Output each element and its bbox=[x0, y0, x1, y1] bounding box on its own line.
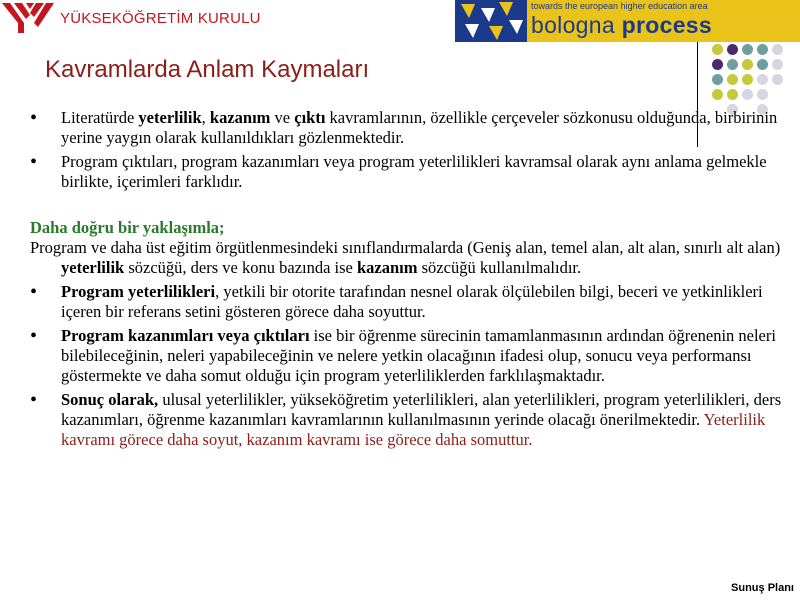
yok-logo-text: YÜKSEKÖĞRETİM KURULU bbox=[60, 9, 261, 27]
decorative-dot bbox=[712, 44, 723, 55]
decorative-dot bbox=[712, 89, 723, 100]
bullet-program-outcomes: • Program kazanımları veya çıktıları ise bir öğrenme sürecinin tamamlanmasının ardından öğrenenin neleri bilebileceğinin, neleri yapabileceğinin ve nelere yetkin olacağının ifadesi olup, sonucu veya performansı göstermekte ve daha somut olduğu için program yeterliliklerden farklılaşmaktadır. bbox=[30, 326, 795, 386]
decorative-dot bbox=[772, 74, 783, 85]
decorative-dot bbox=[727, 59, 738, 70]
decorative-dot bbox=[757, 44, 768, 55]
slide-title: Kavramlarda Anlam Kaymaları bbox=[45, 56, 370, 83]
bologna-stars-icon bbox=[455, 0, 527, 42]
yok-emblem-icon bbox=[0, 1, 58, 35]
approach-heading: Daha doğru bir yaklaşımla; bbox=[30, 218, 225, 237]
decorative-dot bbox=[712, 74, 723, 85]
bullet-program-outputs: • Program çıktıları, program kazanımları veya program yeterlilikleri kavramsal olarak aynı anlama gelmekle birlikte, içerimleri farklıdır. bbox=[30, 152, 795, 192]
decorative-dot bbox=[727, 44, 738, 55]
presentation-plan-link[interactable]: Sunuş Planı bbox=[731, 582, 794, 594]
yok-logo bbox=[0, 0, 261, 36]
decorative-dot bbox=[742, 59, 753, 70]
bullet-conclusion: • Sonuç olarak, ulusal yeterlilikler, yükseköğretim yeterlilikleri, alan yeterlilikleri, program yeterlilikleri, ders kazanımları, öğrenme kazanımları kavramlarının kullanılmasının yerinde olacağı önerilmektedir. Yeterlilik kavramı görece daha soyut, kazanım kavramı ise görece daha somuttur. bbox=[30, 390, 795, 450]
decorative-dot bbox=[757, 59, 768, 70]
decorative-dot bbox=[727, 89, 738, 100]
decorative-dot bbox=[742, 89, 753, 100]
bologna-name: bologna process bbox=[531, 12, 712, 38]
bologna-process-banner bbox=[455, 0, 800, 42]
slide-content bbox=[30, 108, 795, 454]
decorative-dot bbox=[757, 89, 768, 100]
decorative-dot bbox=[742, 74, 753, 85]
decorative-dot bbox=[742, 44, 753, 55]
bullet-program-qualifications: • Program yeterlilikleri, yetkili bir otorite tarafından nesnel olarak ölçülebilen bilgi, beceri ve yetkinlikleri içeren bir referans setini gösteren görece daha soyuttur. bbox=[30, 282, 795, 322]
bologna-tagline: towards the european higher education area bbox=[531, 1, 708, 11]
bullet-literature: • Literatürde yeterlilik, kazanım ve çıktı kavramlarının, özellikle çerçeveler sözkonusu olduğunda, birbirinin yerine yaygın olarak kullanıldıkları gözlenmektedir. bbox=[30, 108, 795, 148]
decorative-dot bbox=[757, 74, 768, 85]
decorative-dot bbox=[712, 59, 723, 70]
decorative-dot bbox=[772, 59, 783, 70]
approach-paragraph: Program ve daha üst eğitim örgütlenmesindeki sınıflandırmalarda (Geniş alan, temel alan, alt alan, sınırlı alt alan) yeterlilik sözcüğü, ders ve konu bazında ise kazanım sözcüğü kullanılmalıdır. bbox=[30, 238, 781, 277]
decorative-dot bbox=[772, 44, 783, 55]
decorative-dot bbox=[727, 74, 738, 85]
